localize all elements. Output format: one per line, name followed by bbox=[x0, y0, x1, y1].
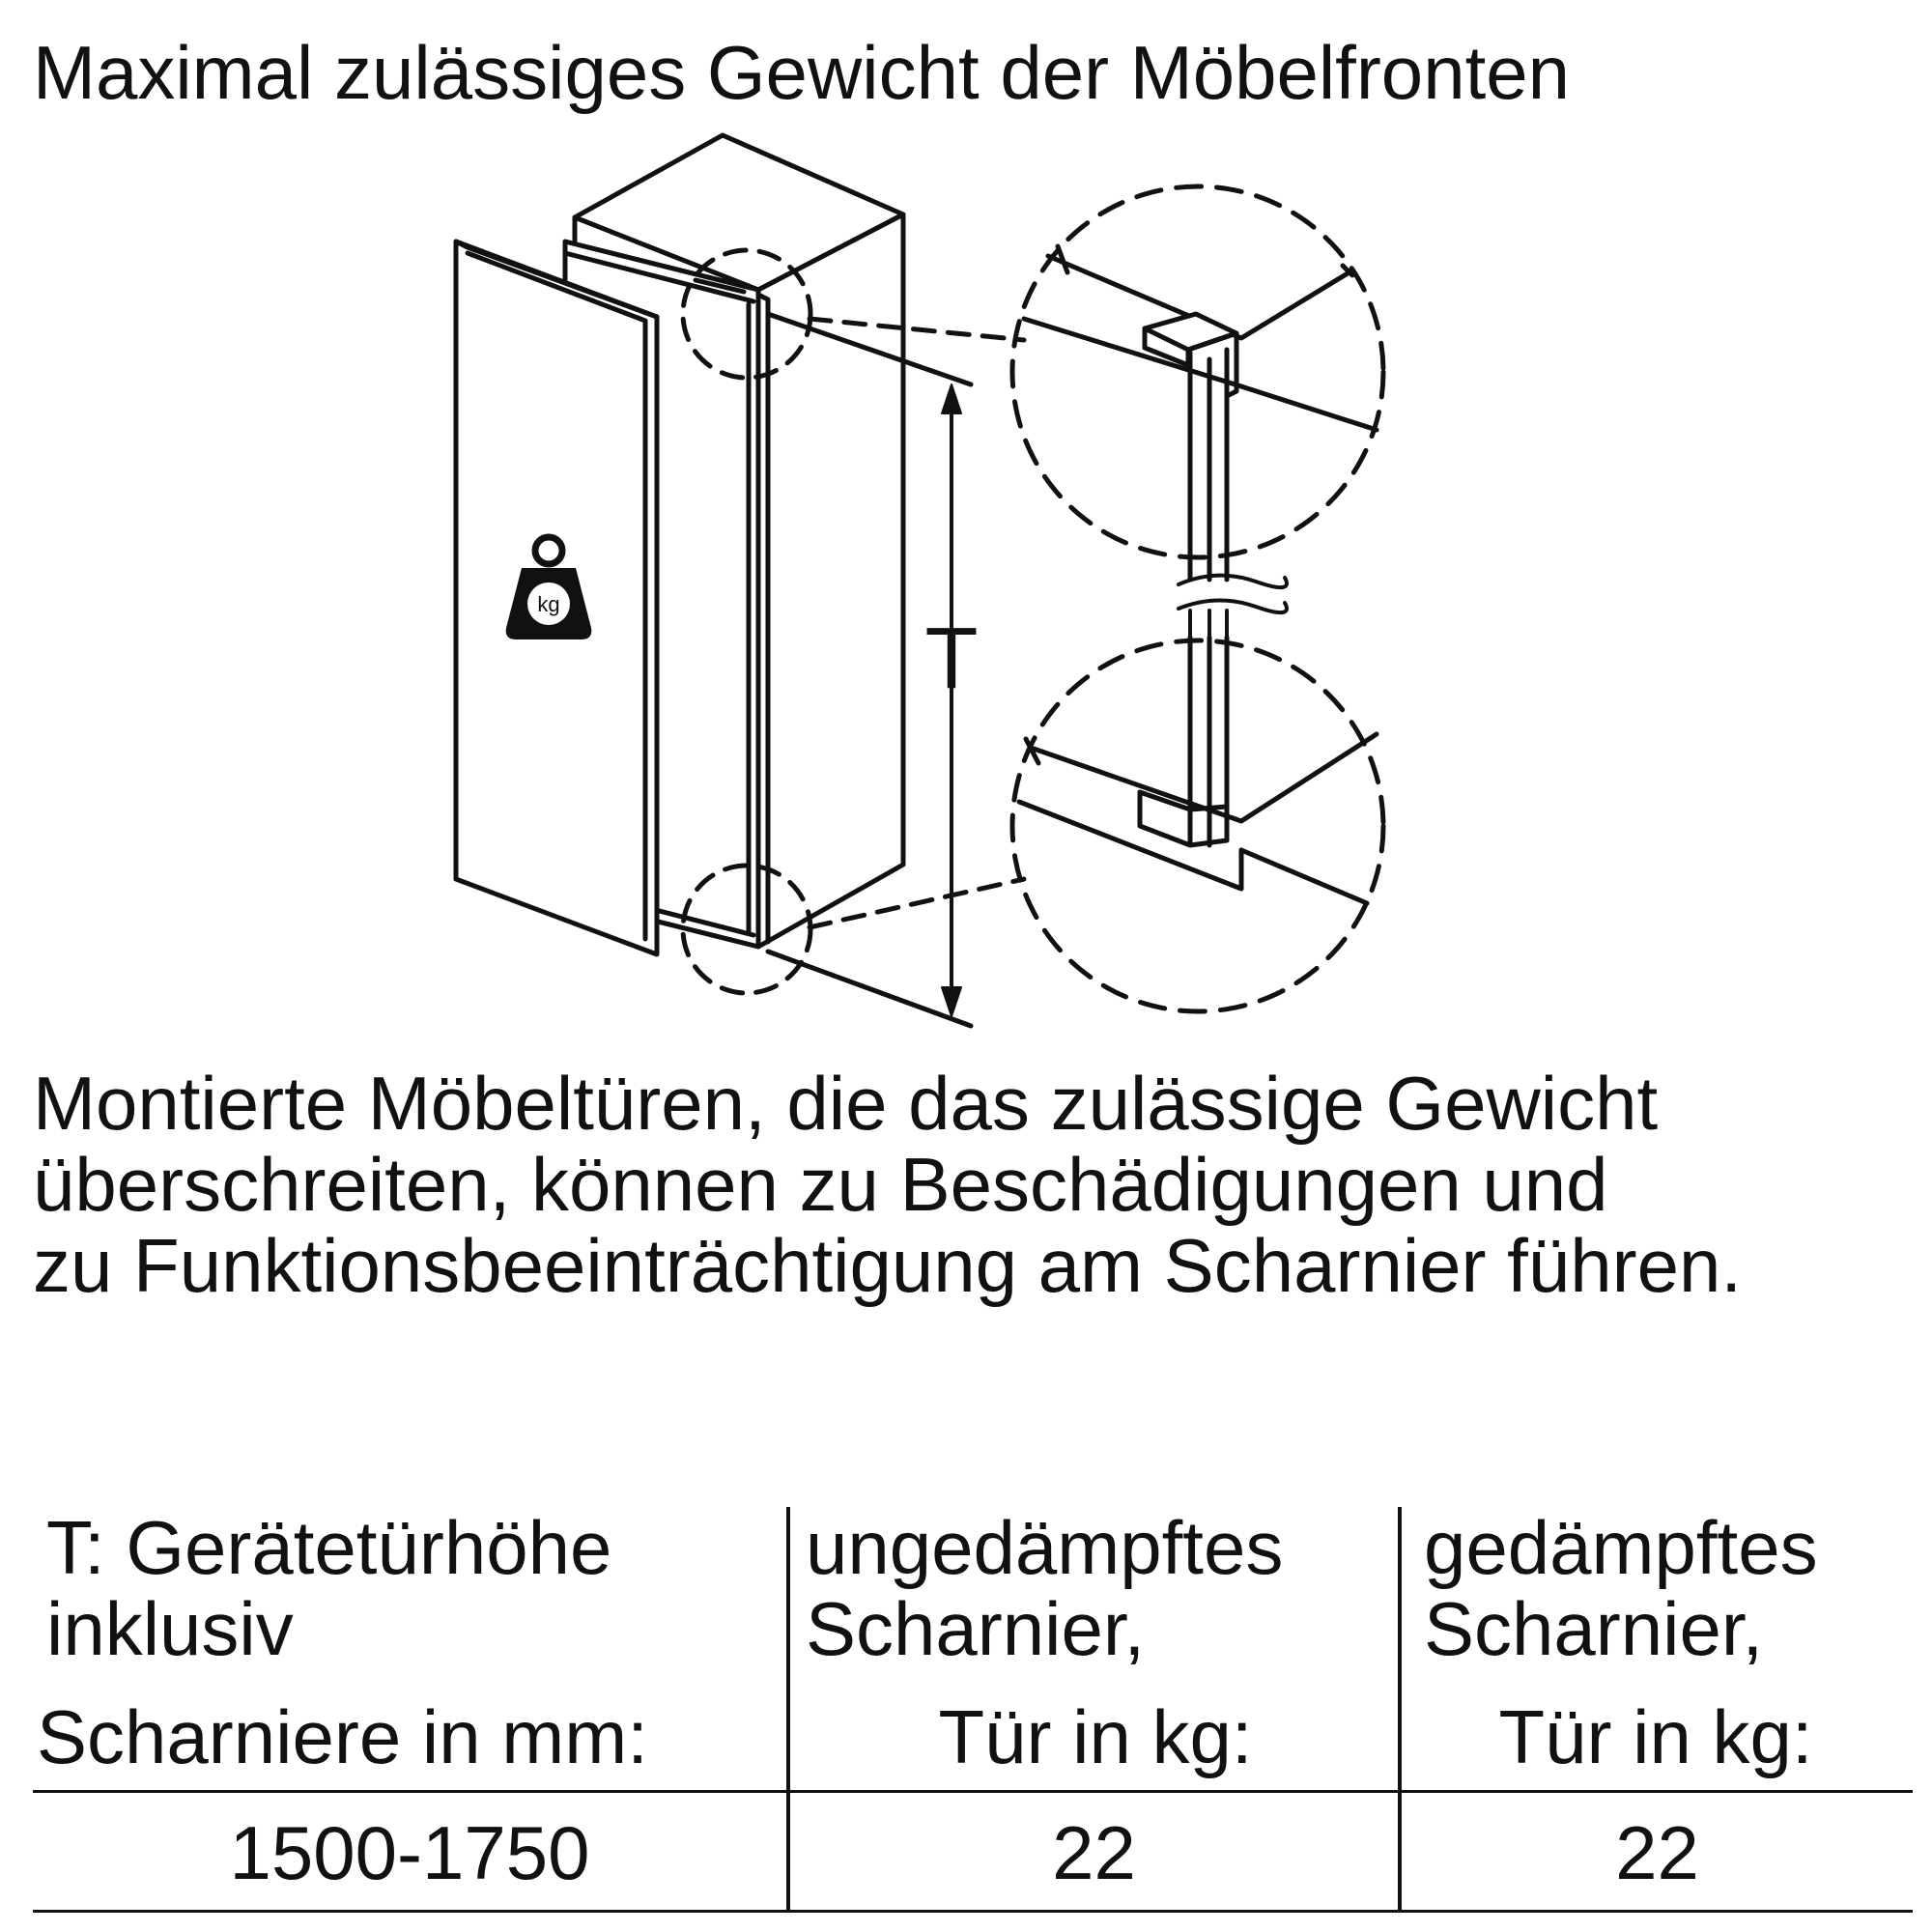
hinge-detail-bottom bbox=[1012, 638, 1383, 1011]
warning-line: überschreiten, können zu Beschädigungen und bbox=[33, 1142, 1608, 1227]
header-height-line3: Scharniere in mm: bbox=[37, 1694, 648, 1779]
break-symbol bbox=[1179, 576, 1287, 638]
warning-line: Montierte Möbeltüren, die das zulässige Gewicht bbox=[33, 1061, 1659, 1146]
hinge-detail-top bbox=[1012, 186, 1383, 580]
page-title: Maximal zulässiges Gewicht der Möbelfronten bbox=[33, 30, 1571, 115]
cell-height-range: 1500-1750 bbox=[229, 1810, 590, 1895]
weight-table bbox=[33, 1507, 1913, 1913]
header-undamped-line1: ungedämpftes bbox=[806, 1505, 1284, 1590]
header-height-line1: T: Gerätetürhöhe bbox=[46, 1505, 612, 1590]
warning-text bbox=[33, 1063, 1742, 1306]
cell-damped-weight: 22 bbox=[1615, 1810, 1699, 1895]
header-undamped-line2: Scharnier, bbox=[806, 1586, 1146, 1671]
header-damped-line3: Tür in kg: bbox=[1498, 1694, 1813, 1779]
table-bottom-rule bbox=[33, 1910, 1913, 1913]
weight-label: kg bbox=[537, 592, 560, 616]
table-header-rule bbox=[33, 1790, 1913, 1793]
dimension-label: T bbox=[924, 611, 979, 707]
header-damped-line2: Scharnier, bbox=[1424, 1586, 1764, 1671]
cell-undamped-weight: 22 bbox=[1052, 1810, 1136, 1895]
warning-line: zu Funktionsbeeinträchtigung am Scharnier führen. bbox=[33, 1223, 1743, 1308]
header-undamped-line3: Tür in kg: bbox=[938, 1694, 1253, 1779]
header-height-line2: inklusiv bbox=[46, 1586, 294, 1671]
header-damped-line1: gedämpftes bbox=[1424, 1505, 1818, 1590]
